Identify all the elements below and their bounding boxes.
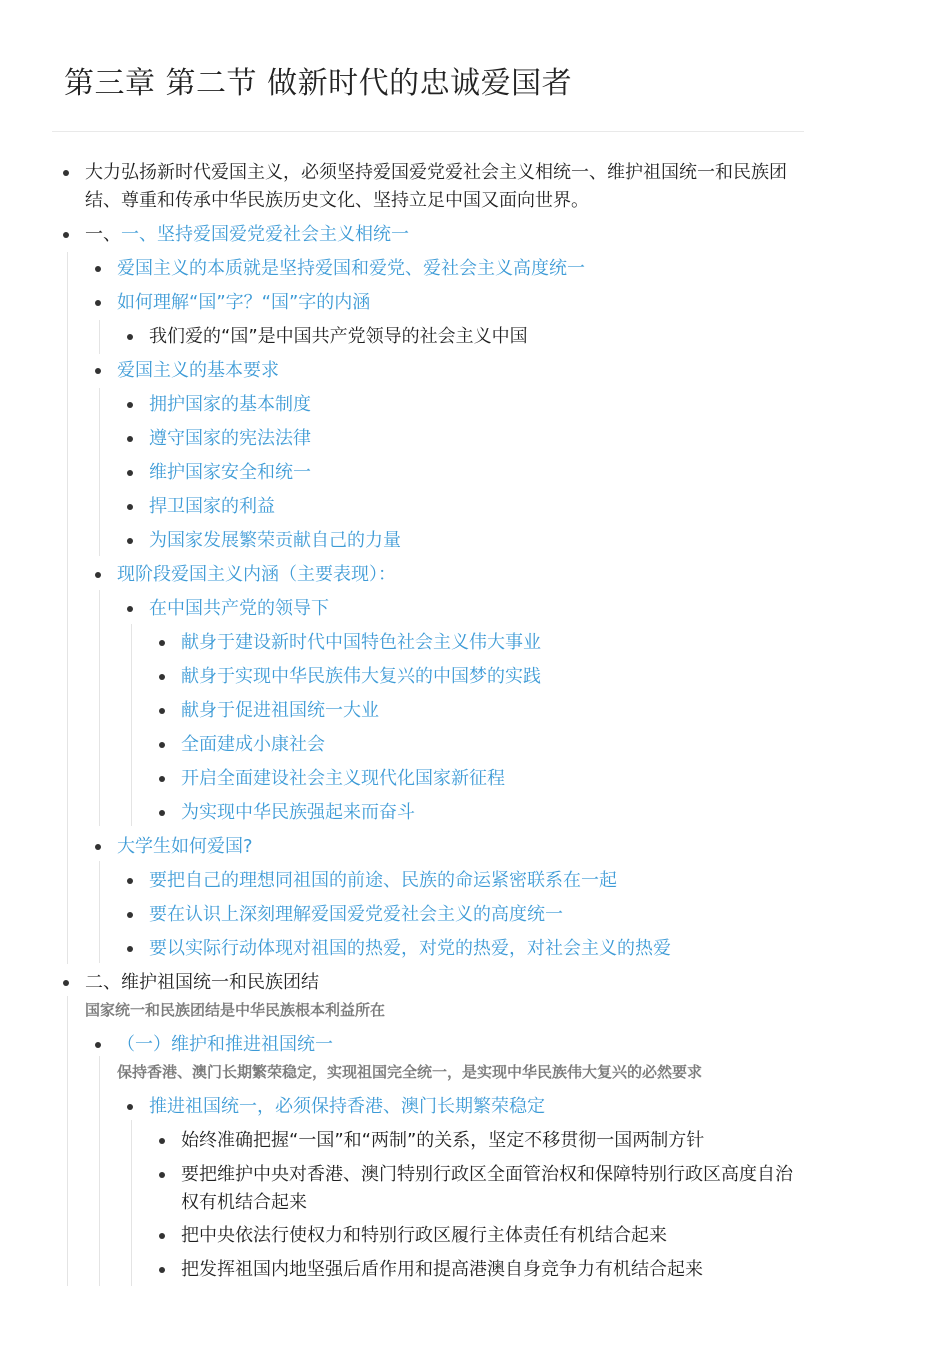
- outline-guide: [131, 624, 132, 826]
- outline-item-hkmo: 推进祖国统一，必须保持香港、澳门长期繁荣稳定: [149, 1096, 545, 1117]
- leadership-item: 全面建成小康社会: [181, 734, 325, 755]
- sub1-note: 保持香港、澳门长期繁荣稳定，实现祖国完全统一，是实现中华民族伟大复兴的必然要求: [117, 1063, 703, 1081]
- outline-item-guo-answer: 我们爱的“国”是中国共产党领导的社会主义中国: [149, 326, 528, 347]
- outline-item-students: 大学生如何爱国?: [117, 836, 253, 857]
- outline-guide: [67, 996, 68, 1286]
- bullet-dot: [159, 1172, 165, 1178]
- page-title: 第三章 第二节 做新时代的忠诚爱国者: [64, 66, 573, 101]
- outline-item-guo: 如何理解“国”字？“国”字的内涵: [117, 292, 371, 313]
- section-2-title: 二、维护祖国统一和民族团结: [85, 972, 319, 993]
- bullet-dot: [127, 1104, 133, 1110]
- bullet-dot: [159, 674, 165, 680]
- bullet-dot: [63, 232, 69, 238]
- hkmo-item: 始终准确把握“一国”和“两制”的关系，坚定不移贯彻一国两制方针: [181, 1130, 705, 1151]
- outline-item-intro: 大力弘扬新时代爱国主义，必须坚持爱国爱党爱社会主义相统一、维护祖国统一和民族团结、尊重和传承中华民族历史文化、坚持立足中国又面向世界。: [85, 162, 787, 211]
- bullet-dot: [127, 912, 133, 918]
- leadership-item: 开启全面建设社会主义现代化国家新征程: [181, 768, 505, 789]
- bullet-dot: [127, 402, 133, 408]
- bullet-dot: [159, 640, 165, 646]
- outline-item-essence: 爱国主义的本质就是坚持爱国和爱党、爱社会主义高度统一: [117, 258, 585, 279]
- bullet-dot: [127, 334, 133, 340]
- outline-item-leadership: 在中国共产党的领导下: [149, 598, 329, 619]
- bullet-dot: [127, 436, 133, 442]
- hkmo-item: 把发挥祖国内地坚强后盾作用和提高港澳自身竞争力有机结合起来: [181, 1259, 703, 1280]
- bullet-dot: [159, 708, 165, 714]
- bullet-dot: [95, 266, 101, 272]
- basic-requirement-item: 捍卫国家的利益: [149, 496, 275, 517]
- outline-guide: [99, 388, 100, 556]
- leadership-item: 献身于促进祖国统一大业: [181, 700, 379, 721]
- bullet-dot: [63, 980, 69, 986]
- student-item: 要以实际行动体现对祖国的热爱，对党的热爱，对社会主义的热爱: [149, 938, 671, 959]
- bullet-dot: [127, 606, 133, 612]
- bullet-dot: [159, 1267, 165, 1273]
- section-1-title: 一、一、坚持爱国爱党爱社会主义相统一: [85, 224, 409, 245]
- leadership-item: 献身于建设新时代中国特色社会主义伟大事业: [181, 632, 541, 653]
- basic-requirement-item: 遵守国家的宪法法律: [149, 428, 311, 449]
- bullet-dot: [127, 878, 133, 884]
- outline-guide: [99, 861, 100, 963]
- hkmo-item: 把中央依法行使权力和特别行政区履行主体责任有机结合起来: [181, 1225, 667, 1246]
- bullet-dot: [63, 170, 69, 176]
- bullet-dot: [159, 1138, 165, 1144]
- bullet-dot: [95, 844, 101, 850]
- outline-guide: [99, 590, 100, 826]
- leadership-item: 献身于实现中华民族伟大复兴的中国梦的实践: [181, 666, 541, 687]
- leadership-item: 为实现中华民族强起来而奋斗: [181, 802, 415, 823]
- bullet-dot: [95, 300, 101, 306]
- basic-requirement-item: 拥护国家的基本制度: [149, 394, 311, 415]
- bullet-dot: [95, 1042, 101, 1048]
- student-item: 要在认识上深刻理解爱国爱党爱社会主义的高度统一: [149, 904, 563, 925]
- basic-requirement-item: 维护国家安全和统一: [149, 462, 311, 483]
- bullet-dot: [127, 946, 133, 952]
- bullet-dot: [127, 538, 133, 544]
- outline-guide: [131, 1120, 132, 1286]
- outline-item-sub1: （一）维护和推进祖国统一: [117, 1034, 333, 1055]
- outline-guide: [99, 1056, 100, 1286]
- bullet-dot: [127, 470, 133, 476]
- student-item: 要把自己的理想同祖国的前途、民族的命运紧密联系在一起: [149, 870, 617, 891]
- outline-item-basic: 爱国主义的基本要求: [117, 360, 279, 381]
- bullet-dot: [95, 368, 101, 374]
- section-2-note: 国家统一和民族团结是中华民族根本利益所在: [85, 1001, 386, 1019]
- bullet-dot: [159, 742, 165, 748]
- bullet-dot: [159, 810, 165, 816]
- outline-item-stage: 现阶段爱国主义内涵（主要表现）：: [117, 564, 396, 585]
- basic-requirement-item: 为国家发展繁荣贡献自己的力量: [149, 530, 401, 551]
- bullet-dot: [159, 776, 165, 782]
- outline-guide: [99, 320, 100, 354]
- hkmo-item: 要把维护中央对香港、澳门特别行政区全面管治权和保障特别行政区高度自治权有机结合起来: [181, 1164, 793, 1213]
- bullet-dot: [95, 572, 101, 578]
- bullet-dot: [127, 504, 133, 510]
- outline-guide: [67, 252, 68, 964]
- bullet-dot: [159, 1233, 165, 1239]
